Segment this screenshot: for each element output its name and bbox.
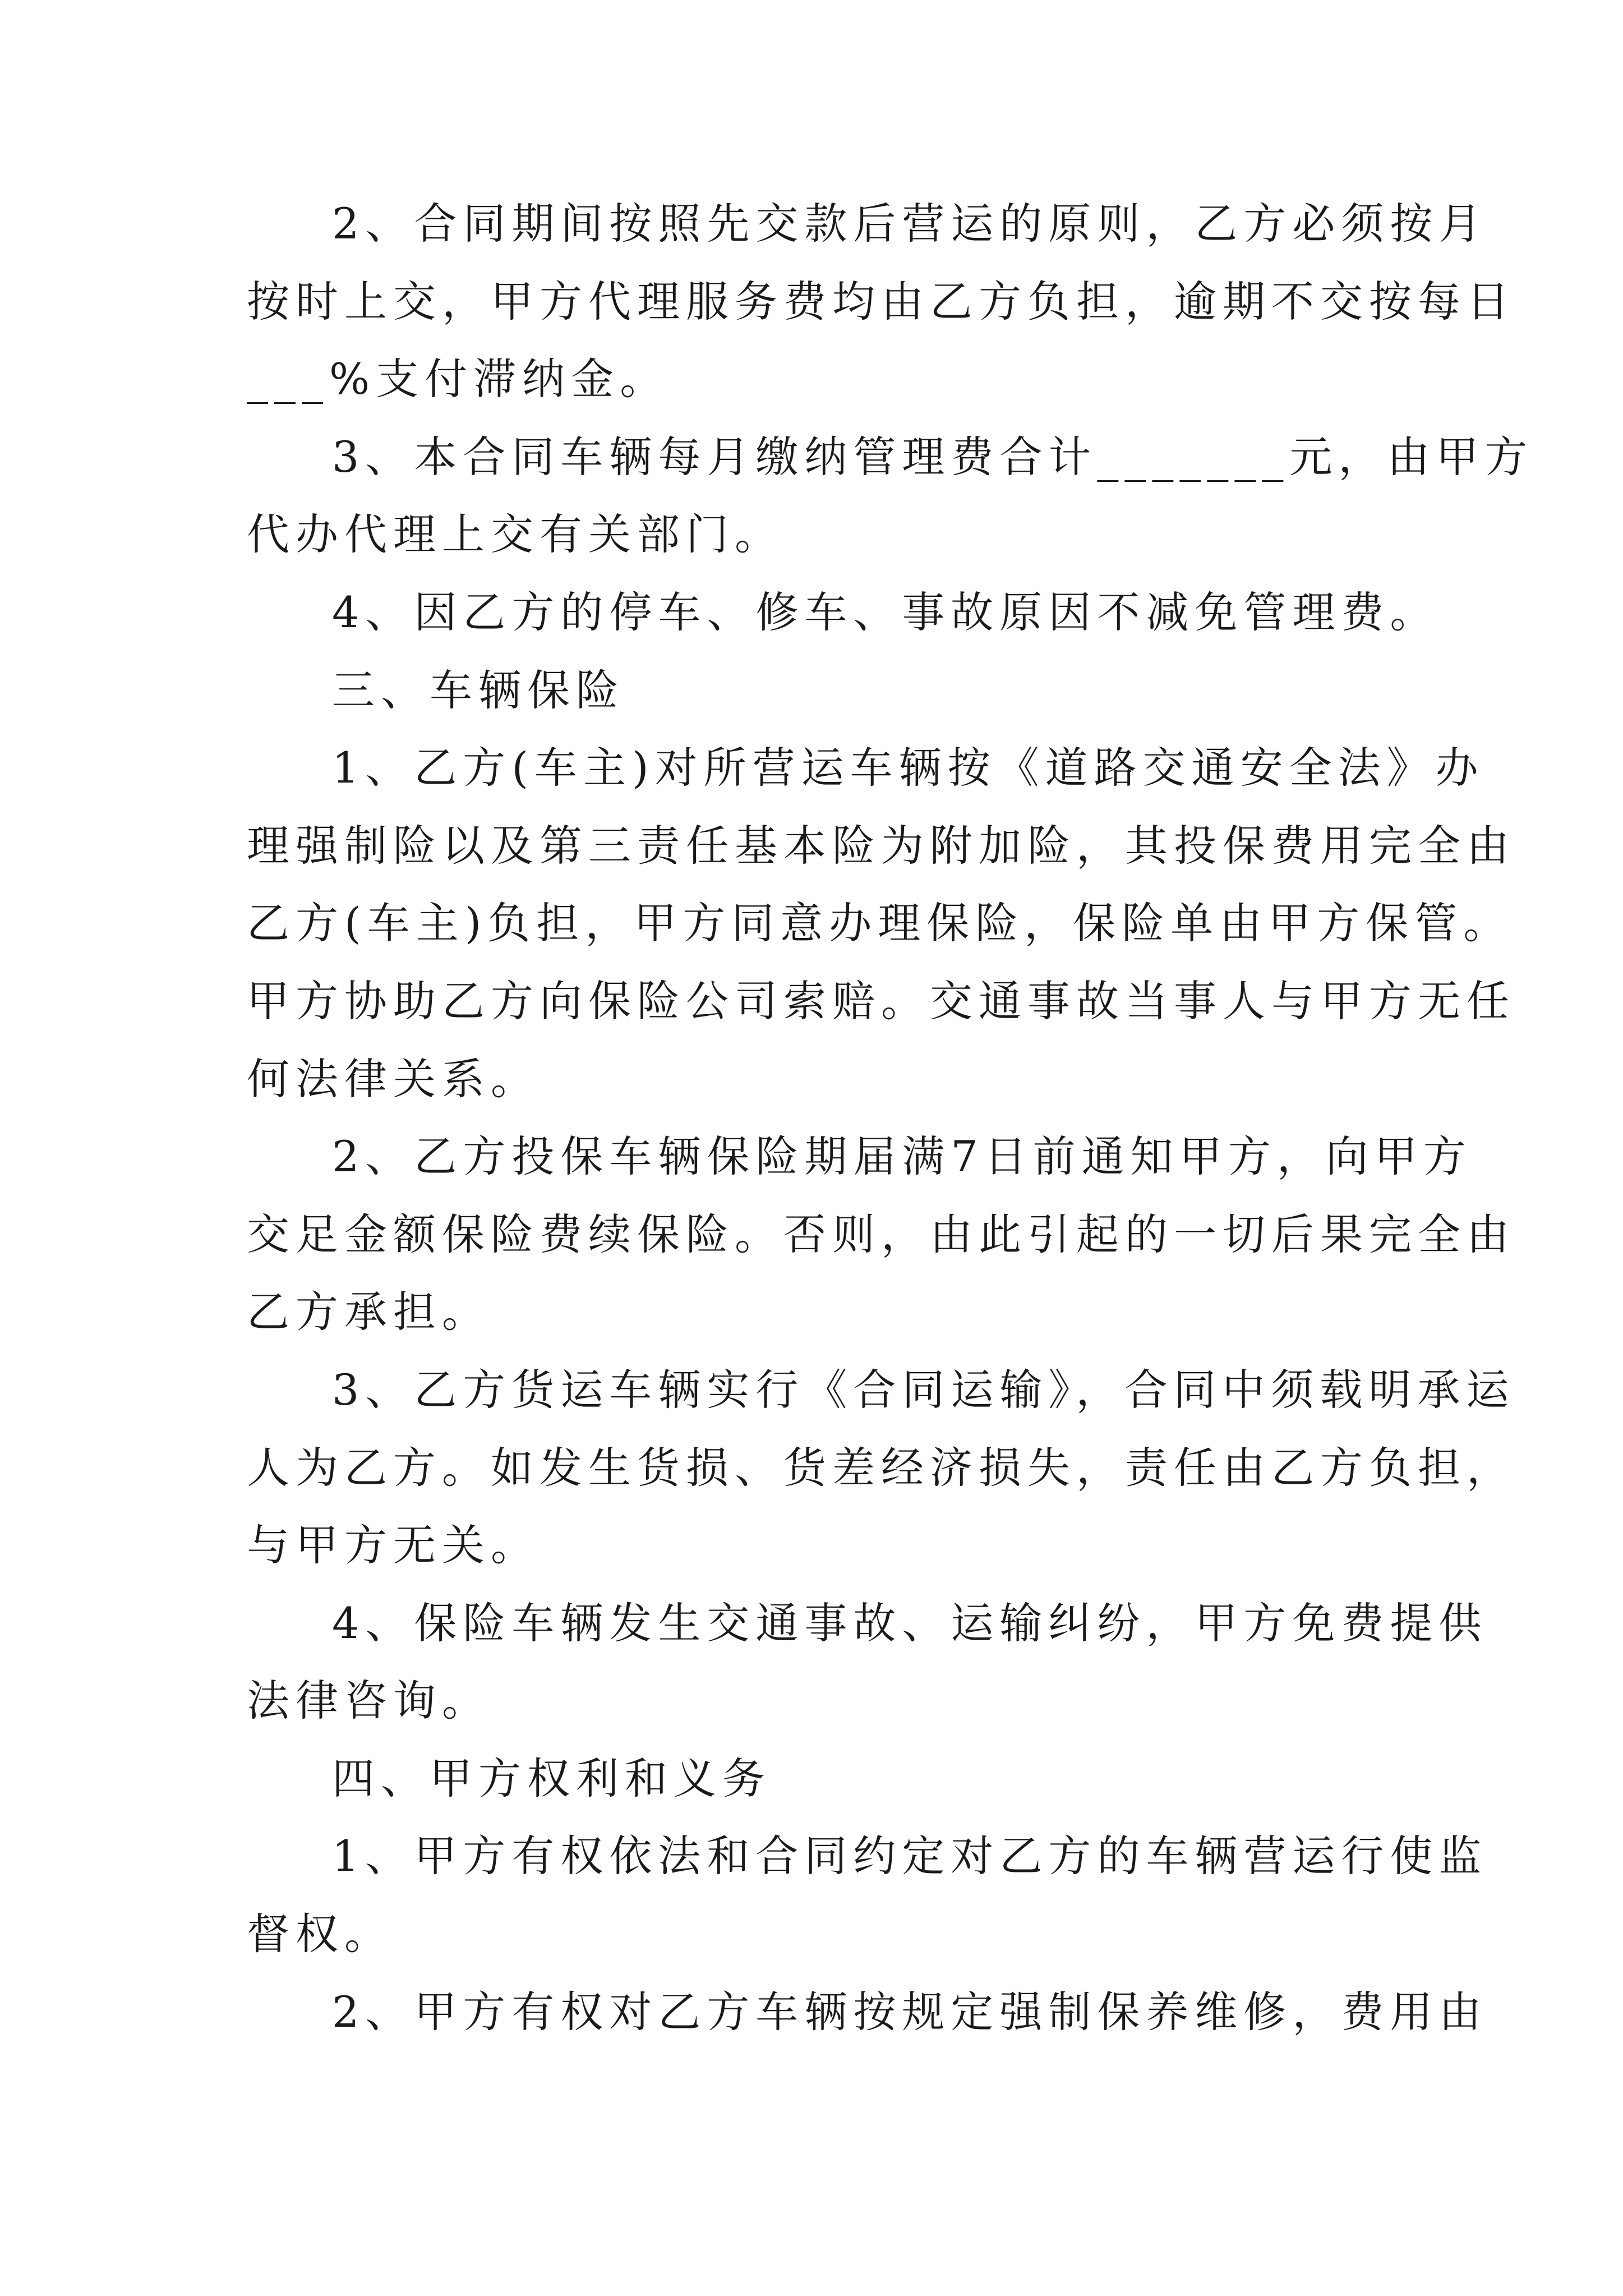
- text-line: 3、本合同车辆每月缴纳管理费合计_______元，由甲方: [332, 431, 1534, 482]
- section-heading: 四、甲方权利和义务: [332, 1753, 771, 1803]
- text-line: 乙方承担。: [247, 1287, 491, 1337]
- text-line: 按时上交，甲方代理服务费均由乙方负担，逾期不交按每日: [247, 276, 1515, 326]
- document-body: [247, 185, 1534, 2051]
- text-line: 甲方协助乙方向保险公司索赔。交通事故当事人与甲方无任: [247, 976, 1515, 1026]
- text-line: 2、乙方投保车辆保险期届满7日前通知甲方，向甲方: [332, 1131, 1472, 1182]
- section-heading: 三、车辆保险: [332, 665, 625, 715]
- text-line: 与甲方无关。: [247, 1520, 540, 1571]
- text-line: 人为乙方。如发生货损、货差经济损失，责任由乙方负担，: [247, 1442, 1515, 1493]
- text-line: ___%支付滞纳金。: [247, 354, 669, 404]
- text-line: 1、乙方(车主)对所营运车辆按《道路交通安全法》办: [332, 743, 1484, 793]
- text-line: 何法律关系。: [247, 1053, 540, 1104]
- text-line: 2、甲方有权对乙方车辆按规定强制保养维修，费用由: [332, 1986, 1488, 2037]
- text-line: 交足金额保险费续保险。否则，由此引起的一切后果完全由: [247, 1209, 1515, 1259]
- text-line: 4、因乙方的停车、修车、事故原因不减免管理费。: [332, 587, 1439, 637]
- text-line: 3、乙方货运车辆实行《合同运输》，合同中须载明承运: [332, 1364, 1515, 1415]
- text-line: 乙方(车主)负担，甲方同意办理保险，保险单由甲方保管。: [247, 898, 1513, 949]
- text-line: 4、保险车辆发生交通事故、运输纠纷，甲方免费提供: [332, 1598, 1488, 1648]
- text-line: 法律咨询。: [247, 1676, 491, 1726]
- text-line: 理强制险以及第三责任基本险为附加险，其投保费用完全由: [247, 820, 1515, 871]
- text-line: 代办代理上交有关部门。: [247, 509, 783, 560]
- text-line: 1、甲方有权依法和合同约定对乙方的车辆营运行使监: [332, 1831, 1488, 1881]
- text-line: 督权。: [247, 1909, 393, 1959]
- text-line: 2、合同期间按照先交款后营运的原则，乙方必须按月: [332, 199, 1488, 249]
